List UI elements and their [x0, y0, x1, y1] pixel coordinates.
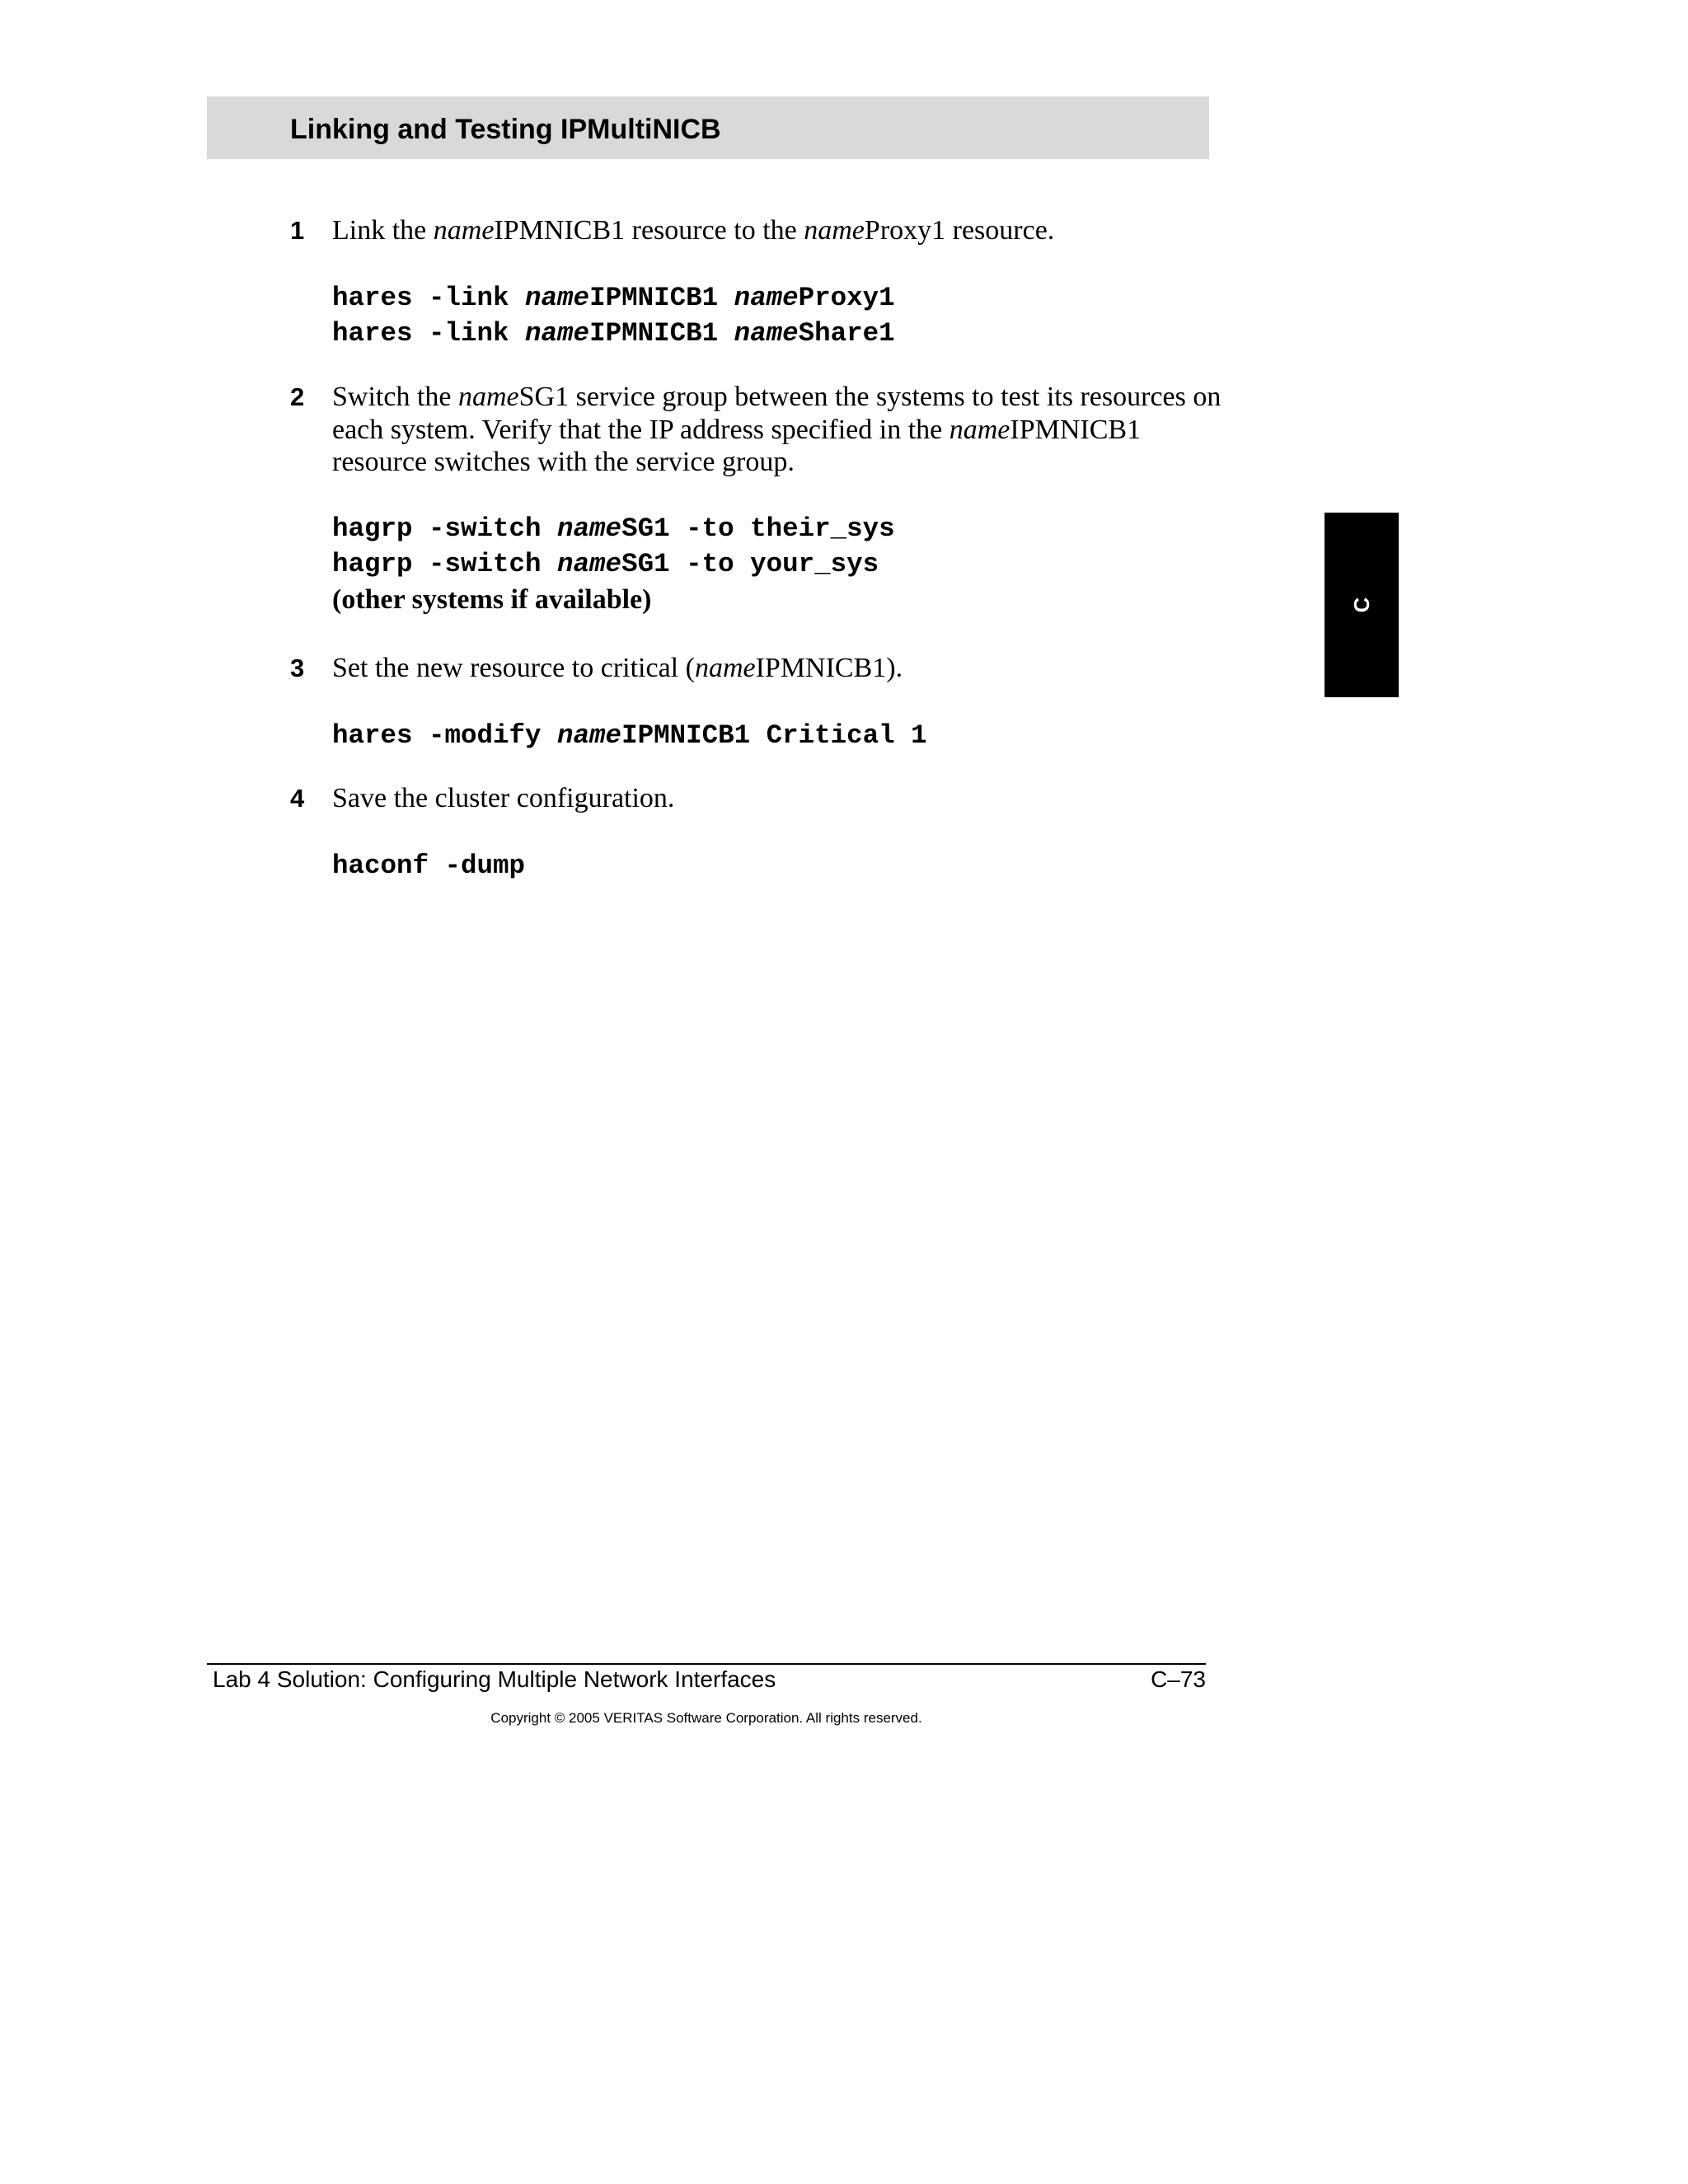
- step-1-text: [332, 214, 1214, 247]
- text-run: name: [804, 215, 865, 246]
- code-run: name: [557, 549, 622, 579]
- footer-title: Lab 4 Solution: Configuring Multiple Network Interfaces: [213, 1666, 776, 1692]
- text-run: name: [433, 215, 495, 246]
- code-run: hagrp -switch: [332, 549, 558, 579]
- text-run: SG1 service group between the systems to test its resources on: [518, 382, 1221, 412]
- code-run: Proxy1: [798, 283, 895, 313]
- code-run: name: [557, 513, 622, 544]
- code-run: name: [525, 318, 590, 349]
- code-run: SG1 -to their_sys: [621, 513, 895, 544]
- step-number: 3: [290, 654, 305, 682]
- code-run: hares -link: [332, 318, 526, 349]
- step-4-text: [332, 782, 1214, 815]
- command-line: [332, 548, 879, 581]
- command-line: [332, 850, 525, 883]
- step-2-text-line: [332, 446, 1214, 479]
- text-run: name: [694, 653, 756, 683]
- text-run: Switch the: [332, 382, 458, 412]
- text-run: each system. Verify that the IP address specified in the: [332, 415, 950, 445]
- code-run: IPMNICB1: [589, 283, 734, 313]
- copyright-notice: Copyright © 2005 VERITAS Software Corporation. All rights reserved.: [490, 1710, 922, 1726]
- text-run: resource switches with the service group.: [332, 447, 795, 477]
- text-run: IPMNICB1: [1010, 415, 1142, 445]
- appendix-side-tab: [1325, 513, 1399, 697]
- command-line: [332, 719, 927, 752]
- code-run: IPMNICB1: [589, 318, 734, 349]
- text-run: name: [949, 415, 1010, 445]
- code-run: hares -modify: [332, 720, 558, 751]
- page-number: C–73: [1151, 1666, 1206, 1692]
- code-run: SG1 -to your_sys: [621, 549, 879, 579]
- code-run: IPMNICB1 Critical 1: [621, 720, 927, 751]
- text-run: Save the cluster configuration.: [332, 783, 675, 813]
- code-run: hagrp -switch: [332, 513, 558, 544]
- step-3-text: [332, 652, 1214, 685]
- code-run: name: [525, 283, 590, 313]
- text-run: Link the: [332, 215, 434, 246]
- section-header-bar: [207, 96, 1209, 159]
- text-run: name: [457, 382, 519, 412]
- command-line: [332, 317, 895, 350]
- text-run: IPMNICB1 resource to the: [494, 215, 804, 246]
- command-line: [332, 513, 895, 546]
- step-number: 1: [290, 216, 305, 245]
- step-2-text-line: [332, 381, 1221, 414]
- code-run: name: [557, 720, 622, 751]
- code-run: name: [734, 283, 799, 313]
- footer-rule: [207, 1663, 1206, 1665]
- code-run: haconf -dump: [332, 851, 526, 881]
- side-tab-letter: C: [1349, 597, 1374, 613]
- text-run: Proxy1 resource.: [864, 215, 1055, 246]
- step-number: 2: [290, 382, 305, 411]
- step-2-text-line: [332, 414, 1214, 447]
- command-note: (other systems if available): [332, 584, 652, 615]
- command-line: [332, 282, 895, 315]
- text-run: IPMNICB1).: [755, 653, 903, 683]
- code-run: name: [734, 318, 799, 349]
- step-number: 4: [290, 784, 305, 813]
- text-run: Set the new resource to critical (: [332, 653, 695, 683]
- code-run: Share1: [798, 318, 895, 349]
- code-run: hares -link: [332, 283, 526, 313]
- section-title: Linking and Testing IPMultiNICB: [290, 114, 721, 145]
